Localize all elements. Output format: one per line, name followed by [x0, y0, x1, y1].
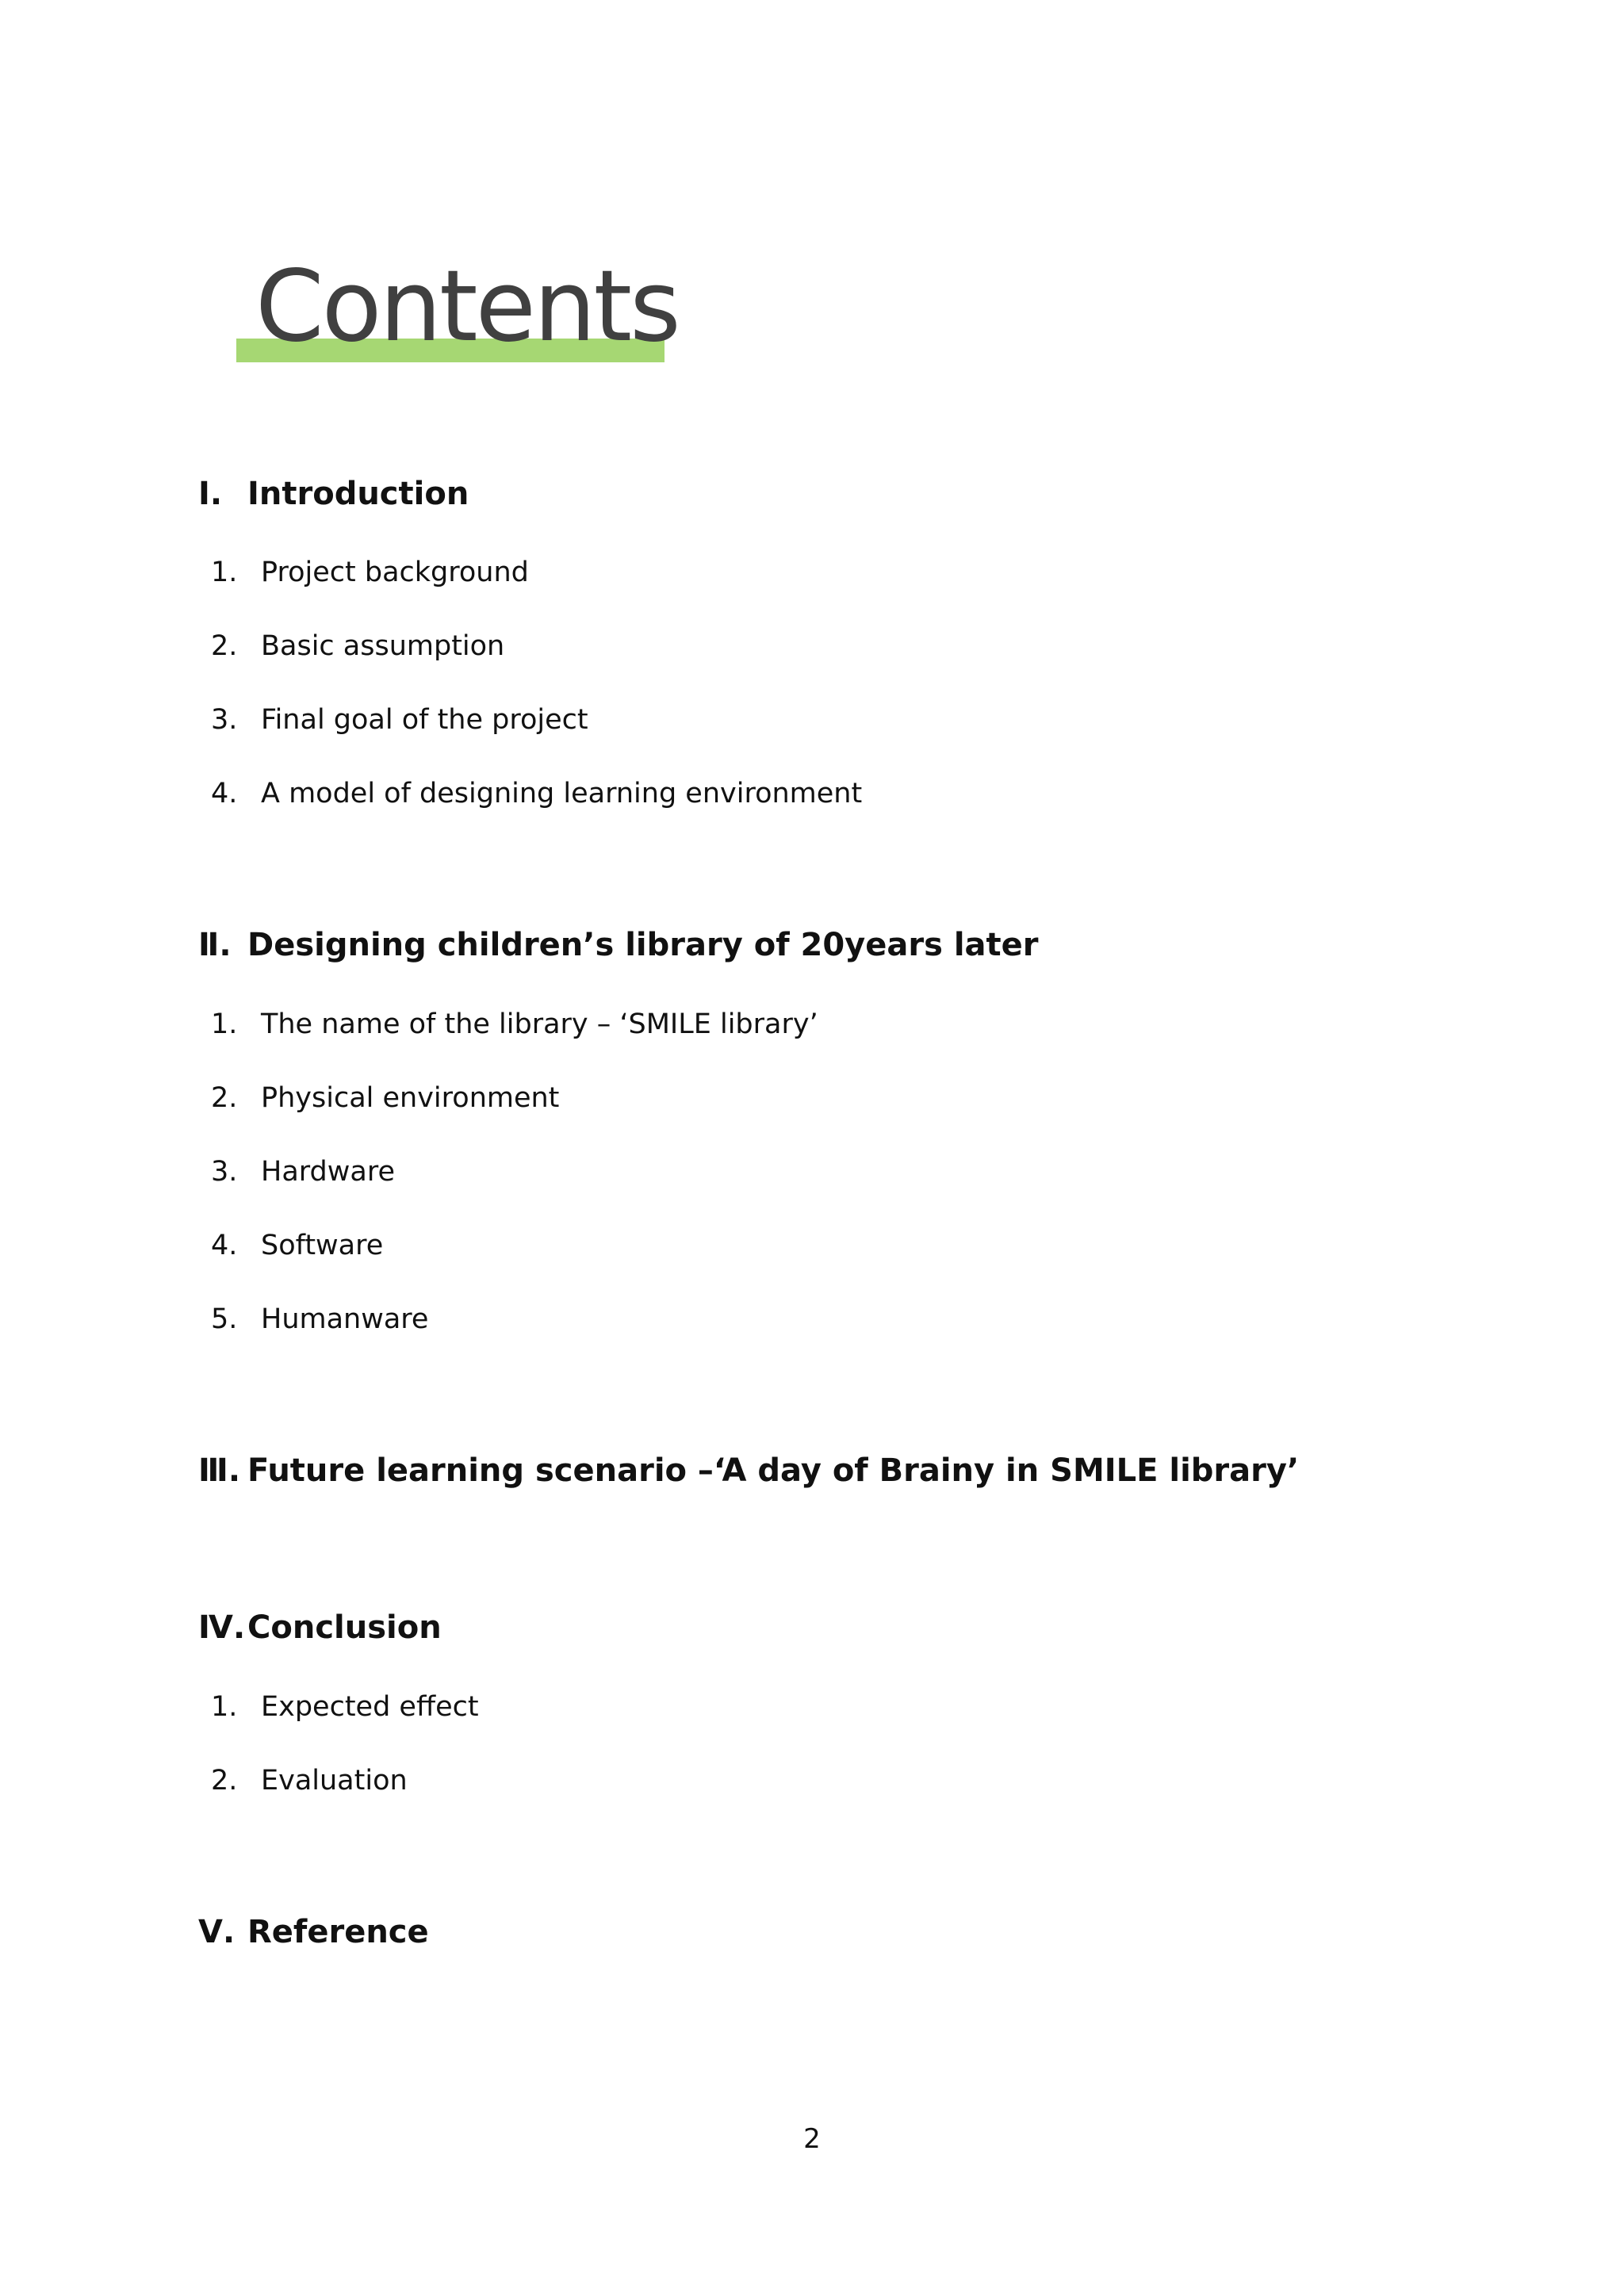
item-label: Expected effect: [261, 1691, 479, 1723]
section-numeral: Ⅰ.: [198, 476, 223, 512]
item-number: 2.: [211, 1765, 238, 1797]
item-label: A model of designing learning environment: [261, 778, 863, 809]
toc-item: [211, 1689, 479, 1724]
toc-item: [211, 1763, 408, 1798]
section-heading-future-scenario: [198, 1451, 1299, 1490]
section-numeral: Ⅱ.: [198, 927, 232, 963]
toc-item: [211, 702, 588, 737]
item-number: 3.: [211, 1156, 238, 1188]
section-numeral: Ⅳ.: [198, 1609, 246, 1646]
item-number: 1.: [211, 1008, 238, 1040]
item-label: Final goal of the project: [261, 704, 588, 736]
item-label: Evaluation: [261, 1765, 408, 1797]
section-title: Conclusion: [247, 1609, 442, 1646]
section-heading-conclusion: [198, 1608, 442, 1647]
section-numeral: Ⅲ.: [198, 1452, 241, 1489]
item-label: Basic assumption: [261, 630, 505, 662]
toc-item: [211, 1228, 383, 1263]
toc-item: [211, 1154, 395, 1189]
item-number: 4.: [211, 1230, 238, 1261]
section-title: Reference: [247, 1914, 429, 1950]
toc-item: [211, 555, 529, 590]
toc-item: [211, 1081, 559, 1115]
page-number: 2: [803, 2123, 821, 2155]
item-label: Software: [261, 1230, 384, 1261]
section-heading-reference: [198, 1912, 429, 1952]
section-heading-introduction: [198, 474, 469, 514]
contents-title-block: [236, 250, 679, 366]
item-label: Physical environment: [261, 1082, 560, 1114]
item-label: Project background: [261, 557, 529, 588]
item-number: 3.: [211, 704, 238, 736]
item-label: Hardware: [261, 1156, 395, 1188]
item-label: The name of the library – ‘SMILE library’: [261, 1008, 818, 1040]
section-title: Future learning scenario –‘A day of Brainy in SMILE library’: [247, 1452, 1300, 1489]
section-title: Designing children’s library of 20years later: [247, 927, 1039, 963]
toc-item: [211, 1302, 428, 1337]
item-number: 2.: [211, 630, 238, 662]
item-number: 4.: [211, 778, 238, 809]
toc-item: [211, 1007, 818, 1042]
toc-item: [211, 776, 862, 811]
section-numeral: Ⅴ.: [198, 1914, 236, 1950]
page-title: Contents: [255, 250, 679, 364]
section-heading-designing-library: [198, 925, 1039, 965]
item-number: 2.: [211, 1082, 238, 1114]
item-label: Humanware: [261, 1303, 429, 1335]
section-title: Introduction: [247, 476, 469, 512]
item-number: 1.: [211, 1691, 238, 1723]
toc-item: [211, 629, 504, 664]
item-number: 5.: [211, 1303, 238, 1335]
item-number: 1.: [211, 557, 238, 588]
